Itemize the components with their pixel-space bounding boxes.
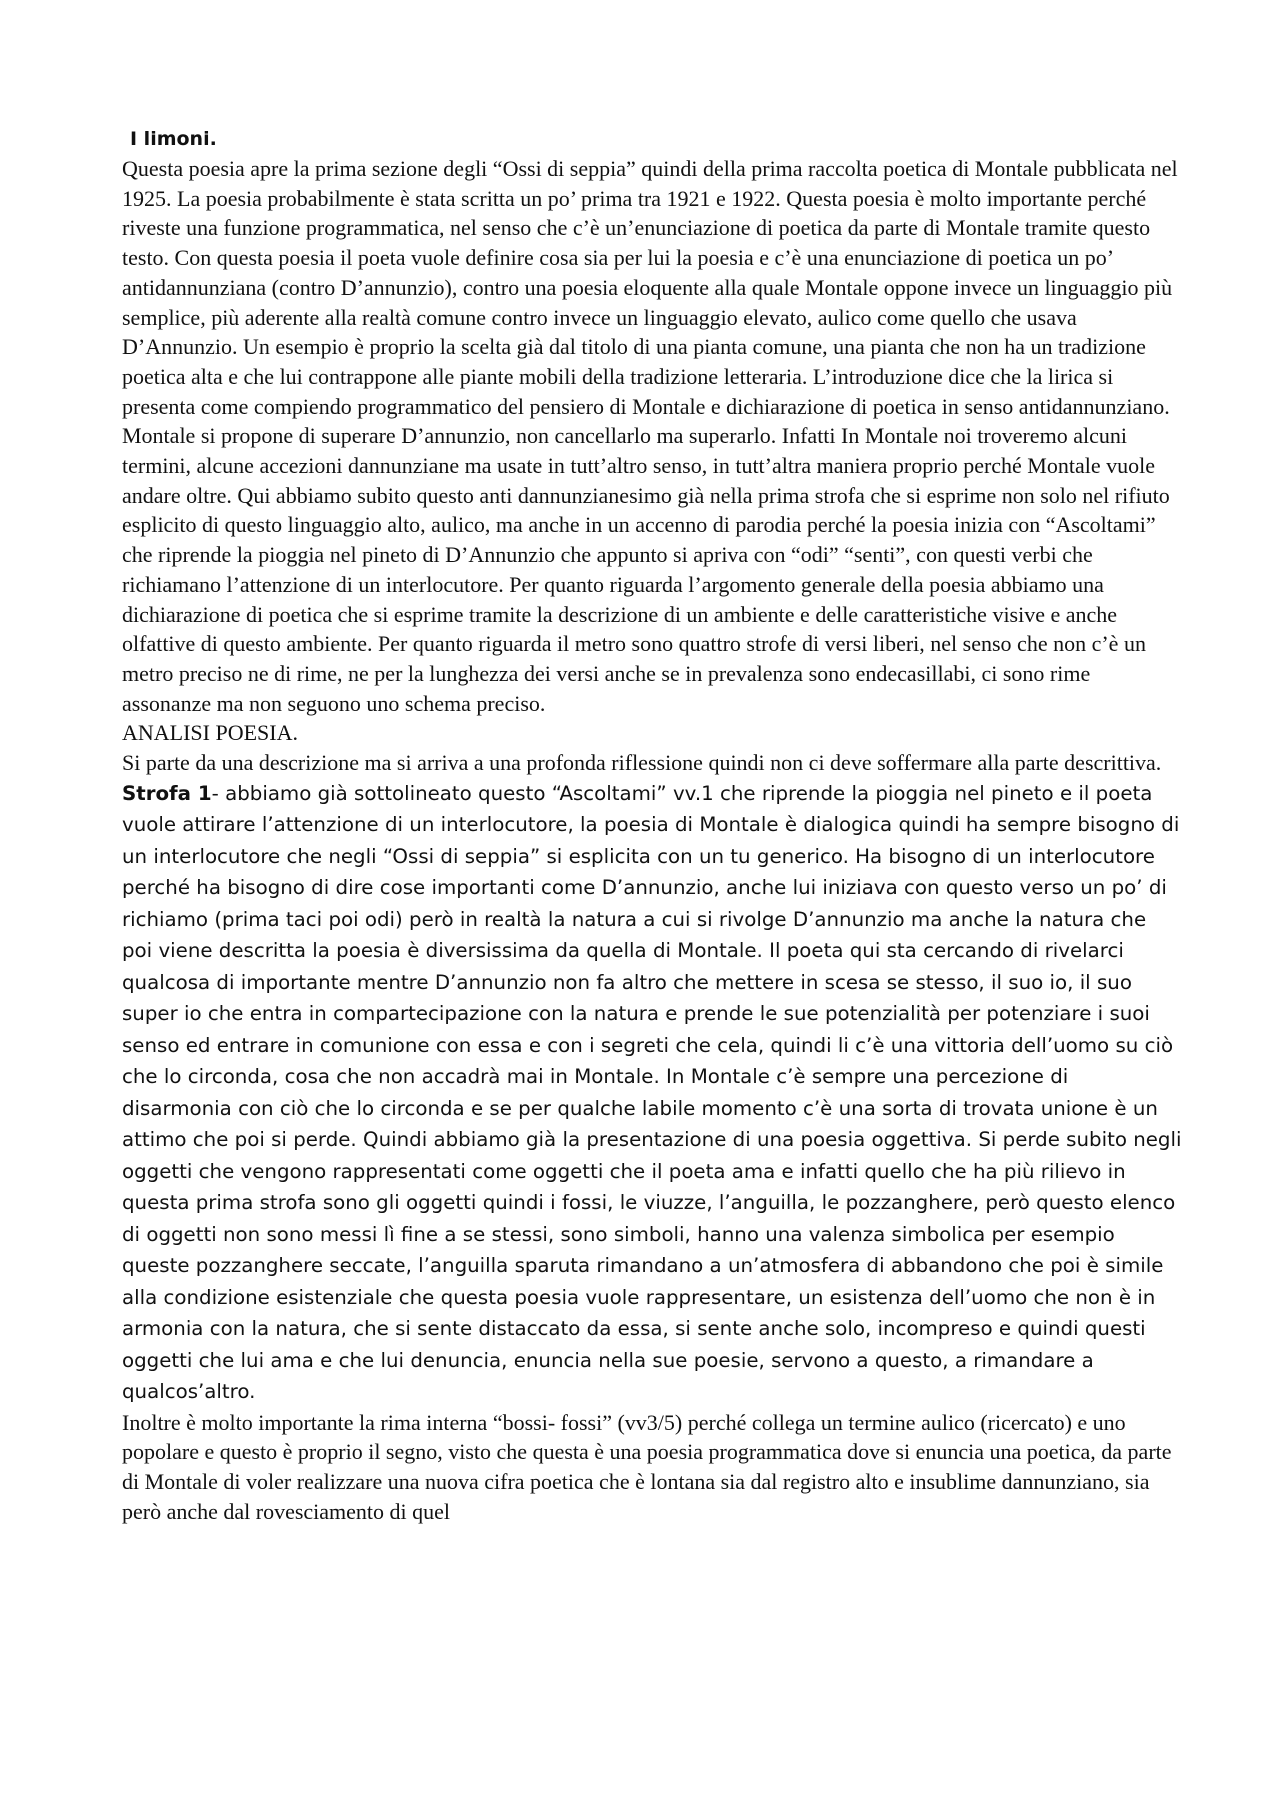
strofa-text: - abbiamo già sottolineato questo “Ascoltami” vv.1 che riprende la pioggia nel pineto e il poeta vuole attirare l’attenzione di un interlocutore, la poesia di Montale è dialogica quindi ha sempre bisogno di un interlocutore che negli “Ossi di seppia” si esplicita con un tu generico. Ha bisogno di un interlocutore perché ha bisogno di dire cose importanti come D’annunzio, anche lui iniziava con questo verso un po’ di richiamo (prima taci poi odi) però in realtà la natura a cui si rivolge D’annunzio ma anche la natura che poi viene descritta la poesia è diversissima da quella di Montale. Il poeta qui sta cercando di rivelarci qualcosa di importante mentre D’annunzio non fa altro che mettere in scesa se stesso, il suo io, il suo super io che entra in compartecipazione con la natura e prende le sue potenzialità per potenziare i suoi senso ed entrare in comunione con essa e con i segreti che cela, quindi li c’è una vittoria dell’uomo su ciò che lo circonda, cosa che non accadrà mai in Montale. In Montale c’è sempre una percezione di disarmonia con ciò che lo circonda e se per qualche labile momento c’è una sorta di trovata unione è un attimo che poi si perde. Quindi abbiamo già la presentazione di una poesia oggettiva. Si perde subito negli oggetti che vengono rappresentati come oggetti che il poeta ama e infatti quello che ha più rilievo in questa prima strofa sono gli oggetti quindi i fossi, le viuzze, l’anguilla, le pozzanghere, però questo elenco di oggetti non sono messi lì fine a se stessi, sono simboli, hanno una valenza simbolica per esempio queste pozzanghere seccate, l’anguilla sparuta rimandano a un’atmosfera di abbandono che poi è simile alla condizione esistenziale che questa poesia vuole rappresentare, un esistenza dell’uomo che non è in armonia con la natura, che si sente distaccato da essa, si sente anche solo, incompreso e quindi questi oggetti che lui ama e che lui denuncia, enuncia nella sue poesie, servono a questo, a rimandare a qualcos’altro. [122, 781, 1182, 1404]
strofa-1-paragraph [122, 778, 1182, 1408]
strofa-label: Strofa 1 [122, 781, 212, 805]
section-heading: ANALISI POESIA. [122, 720, 298, 746]
intro-paragraph: Questa poesia apre la prima sezione degli “Ossi di seppia” quindi della prima raccolta poetica di Montale pubblicata nel 1925. La poesia probabilmente è stata scritta un po’ prima tra 1921 e 1922. Questa poesia è molto importante perché riveste una funzione programmatica, nel senso che c’è un’enunciazione di poetica da parte di Montale tramite questo testo. Con questa poesia il poeta vuole definire cosa sia per lui la poesia e c’è una enunciazione di poetica un po’ antidannunziana (contro D’annunzio), contro una poesia eloquente alla quale Montale oppone invece un linguaggio più semplice, più aderente alla realtà comune contro invece un linguaggio elevato, aulico come quello che usava D’Annunzio. Un esempio è proprio la scelta già dal titolo di una pianta comune, una pianta che non ha un tradizione poetica alta e che lui contrappone alle piante mobili della tradizione letteraria. L’introduzione dice che la lirica si presenta come compiendo programmatico del pensiero di Montale e dichiarazione di poetica in senso antidannunziano. Montale si propone di superare D’annunzio, non cancellarlo ma superarlo. Infatti In Montale noi troveremo alcuni termini, alcune accezioni dannunziane ma usate in tutt’altro senso, in tutt’altra maniera proprio perché Montale vuole andare oltre. Qui abbiamo subito questo anti dannunzianesimo già nella prima strofa che si esprime non solo nel rifiuto esplicito di questo linguaggio alto, aulico, ma anche in un accenno di parodia perché la poesia inizia con “Ascoltami” che riprende la pioggia nel pineto di D’Annunzio che appunto si apriva con “odi” “senti”, con questi verbi che richiamano l’attenzione di un interlocutore. Per quanto riguarda l’argomento generale della poesia abbiamo una dichiarazione di poetica che si esprime tramite la descrizione di un ambiente e delle caratteristiche visive e anche olfattive di questo ambiente. Per quanto riguarda il metro sono quattro strofe di versi liberi, nel senso che non c’è un metro preciso ne di rime, ne per la lunghezza dei versi anche se in prevalenza sono endecasillabi, ci sono rime assonanze ma non seguono uno schema preciso. [122, 156, 1178, 716]
document-title: I limoni. [130, 128, 217, 150]
document-page [122, 124, 1182, 1527]
analysis-intro-paragraph: Si parte da una descrizione ma si arriva a una profonda riflessione quindi non ci deve soffermare alla parte descrittiva. [122, 750, 1162, 776]
final-paragraph: Inoltre è molto importante la rima interna “bossi- fossi” (vv3/5) perché collega un termine aulico (ricercato) e uno popolare e questo è proprio il segno, visto che questa è una poesia programmatica dove si enuncia una poetica, da parte di Montale di voler realizzare una nuova cifra poetica che è lontana sia dal registro alto e insublime dannunziano, sia però anche dal rovesciamento di quel [122, 1409, 1172, 1524]
